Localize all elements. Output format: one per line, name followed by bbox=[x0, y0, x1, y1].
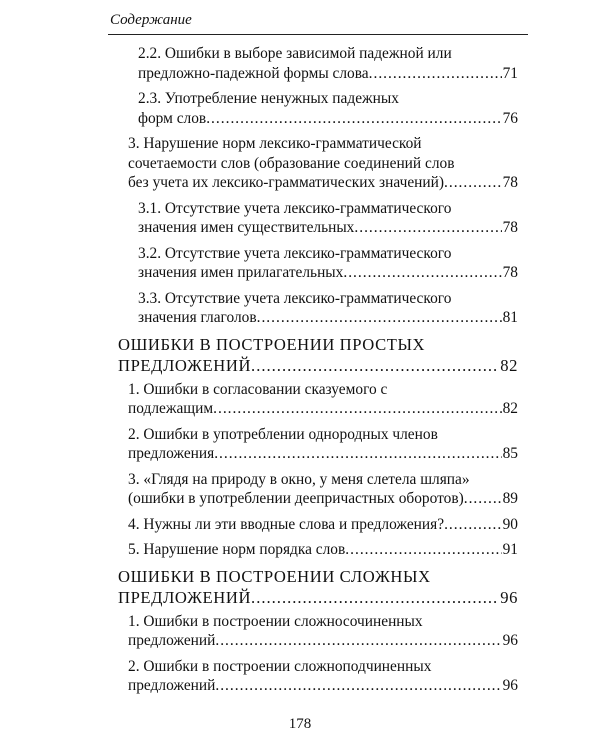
toc-page-number: 89 bbox=[502, 490, 518, 507]
toc-entry-title: 5. Нарушение норм порядка слов bbox=[128, 541, 346, 558]
toc-entry-line: 2. Ошибки в построении сложноподчиненных bbox=[128, 657, 432, 675]
toc-entry bbox=[118, 89, 518, 128]
toc-entry-final-line bbox=[138, 109, 518, 129]
dot-leader bbox=[257, 308, 502, 328]
toc-entry-title: (ошибки в употреблении деепричастных оборотов) bbox=[128, 490, 464, 507]
toc-entry bbox=[118, 515, 518, 535]
dot-leader bbox=[343, 263, 501, 283]
toc-entry-final-line bbox=[128, 515, 518, 535]
toc-entry bbox=[118, 244, 518, 283]
toc-section-entry bbox=[118, 566, 518, 608]
toc-entry-final-line bbox=[128, 540, 518, 560]
dot-leader bbox=[444, 515, 502, 535]
toc-entry-title: ПРЕДЛОЖЕНИЙ bbox=[118, 587, 252, 607]
toc-entry-line: 2. Ошибки в употреблении однородных членов bbox=[128, 425, 438, 443]
toc-entry-line: ОШИБКИ В ПОСТРОЕНИИ ПРОСТЫХ bbox=[118, 334, 426, 354]
toc-entry-title: предложно-падежной формы слова bbox=[138, 64, 369, 82]
toc-entry bbox=[118, 540, 518, 560]
toc-entry bbox=[118, 134, 518, 193]
toc-entry-title: подлежащим bbox=[128, 400, 214, 417]
toc-entry-title: 4. Нужны ли эти вводные слова и предложения? bbox=[128, 515, 445, 533]
toc-entry bbox=[118, 199, 518, 238]
toc-entry-final-line bbox=[138, 308, 518, 328]
toc-page-number: 81 bbox=[502, 309, 518, 326]
toc-page-number: 91 bbox=[502, 541, 518, 558]
toc-page-number: 71 bbox=[502, 64, 518, 82]
toc-entry-line: 3.1. Отсутствие учета лексико-грамматического bbox=[138, 199, 452, 217]
toc-entry bbox=[118, 44, 518, 83]
toc-entry-title: форм слов bbox=[138, 109, 207, 127]
toc-entry-final-line bbox=[138, 218, 518, 238]
toc-page-number: 78 bbox=[502, 174, 518, 191]
toc-entry-final-line bbox=[138, 263, 518, 283]
page-number: 178 bbox=[288, 716, 312, 732]
toc-entry bbox=[118, 380, 518, 419]
toc-entry-line: 3. «Глядя на природу в окно, у меня слетела шляпа» bbox=[128, 470, 470, 488]
toc-entry-line: 3.2. Отсутствие учета лексико-грамматического bbox=[138, 244, 452, 262]
toc-entry bbox=[118, 657, 518, 696]
running-head: Содержание bbox=[110, 12, 192, 28]
table-of-contents bbox=[118, 44, 518, 702]
toc-entry-line: 2.2. Ошибки в выборе зависимой падежной или bbox=[138, 45, 452, 62]
toc-page-number: 96 bbox=[502, 632, 518, 649]
dot-leader bbox=[206, 109, 501, 129]
dot-leader bbox=[251, 355, 499, 376]
toc-entry-title: предложений bbox=[128, 632, 216, 649]
toc-entry-line: сочетаемости слов (образование соединений слов bbox=[128, 154, 455, 172]
toc-entry-final-line bbox=[128, 444, 518, 464]
dot-leader bbox=[214, 444, 501, 464]
toc-page-number: 76 bbox=[502, 109, 518, 127]
dot-leader bbox=[251, 587, 499, 608]
dot-leader bbox=[444, 173, 502, 193]
toc-entry-line: 3. Нарушение норм лексико-грамматической bbox=[128, 135, 422, 152]
dot-leader bbox=[464, 489, 502, 509]
header-rule bbox=[108, 34, 528, 35]
dot-leader bbox=[345, 540, 501, 560]
toc-page-number: 82 bbox=[500, 355, 518, 375]
toc-entry-title: без учета их лексико-грамматических значений) bbox=[128, 174, 444, 191]
toc-entry bbox=[118, 289, 518, 328]
toc-page-number: 82 bbox=[502, 400, 518, 417]
toc-entry-final-line bbox=[128, 489, 518, 509]
toc-entry-final-line bbox=[128, 399, 518, 419]
toc-page-number: 96 bbox=[502, 677, 518, 694]
toc-page-number: 78 bbox=[502, 219, 518, 236]
toc-entry-title: значения имен прилагательных bbox=[138, 264, 344, 281]
toc-entry-final-line bbox=[138, 64, 518, 84]
toc-entry-final-line bbox=[128, 676, 518, 696]
toc-entry-final-line bbox=[118, 355, 518, 376]
toc-entry-title: значения имен существительных bbox=[138, 219, 355, 236]
toc-page-number: 85 bbox=[502, 445, 518, 462]
dot-leader bbox=[215, 676, 501, 696]
toc-entry-line: 1. Ошибки в построении сложносочиненных bbox=[128, 612, 423, 630]
toc-entry-title: предложения bbox=[128, 445, 215, 462]
toc-entry bbox=[118, 425, 518, 464]
toc-entry-line: 2.3. Употребление ненужных падежных bbox=[138, 90, 399, 107]
toc-entry-line: ОШИБКИ В ПОСТРОЕНИИ СЛОЖНЫХ bbox=[118, 566, 431, 586]
toc-page-number: 96 bbox=[500, 587, 518, 607]
toc-entry-final-line bbox=[128, 173, 518, 193]
toc-entry-title: предложений bbox=[128, 677, 216, 694]
toc-page-number: 90 bbox=[502, 515, 518, 533]
toc-entry bbox=[118, 470, 518, 509]
toc-entry-title: значения глаголов bbox=[138, 309, 257, 326]
toc-entry-title: ПРЕДЛОЖЕНИЙ bbox=[118, 355, 252, 375]
dot-leader bbox=[213, 399, 501, 419]
dot-leader bbox=[369, 64, 502, 84]
dot-leader bbox=[354, 218, 501, 238]
dot-leader bbox=[215, 631, 501, 651]
toc-entry-line: 1. Ошибки в согласовании сказуемого с bbox=[128, 380, 388, 398]
toc-section-entry bbox=[118, 334, 518, 376]
toc-entry-line: 3.3. Отсутствие учета лексико-грамматического bbox=[138, 289, 452, 307]
toc-entry bbox=[118, 612, 518, 651]
toc-page-number: 78 bbox=[502, 264, 518, 281]
toc-entry-final-line bbox=[128, 631, 518, 651]
toc-entry-final-line bbox=[118, 587, 518, 608]
